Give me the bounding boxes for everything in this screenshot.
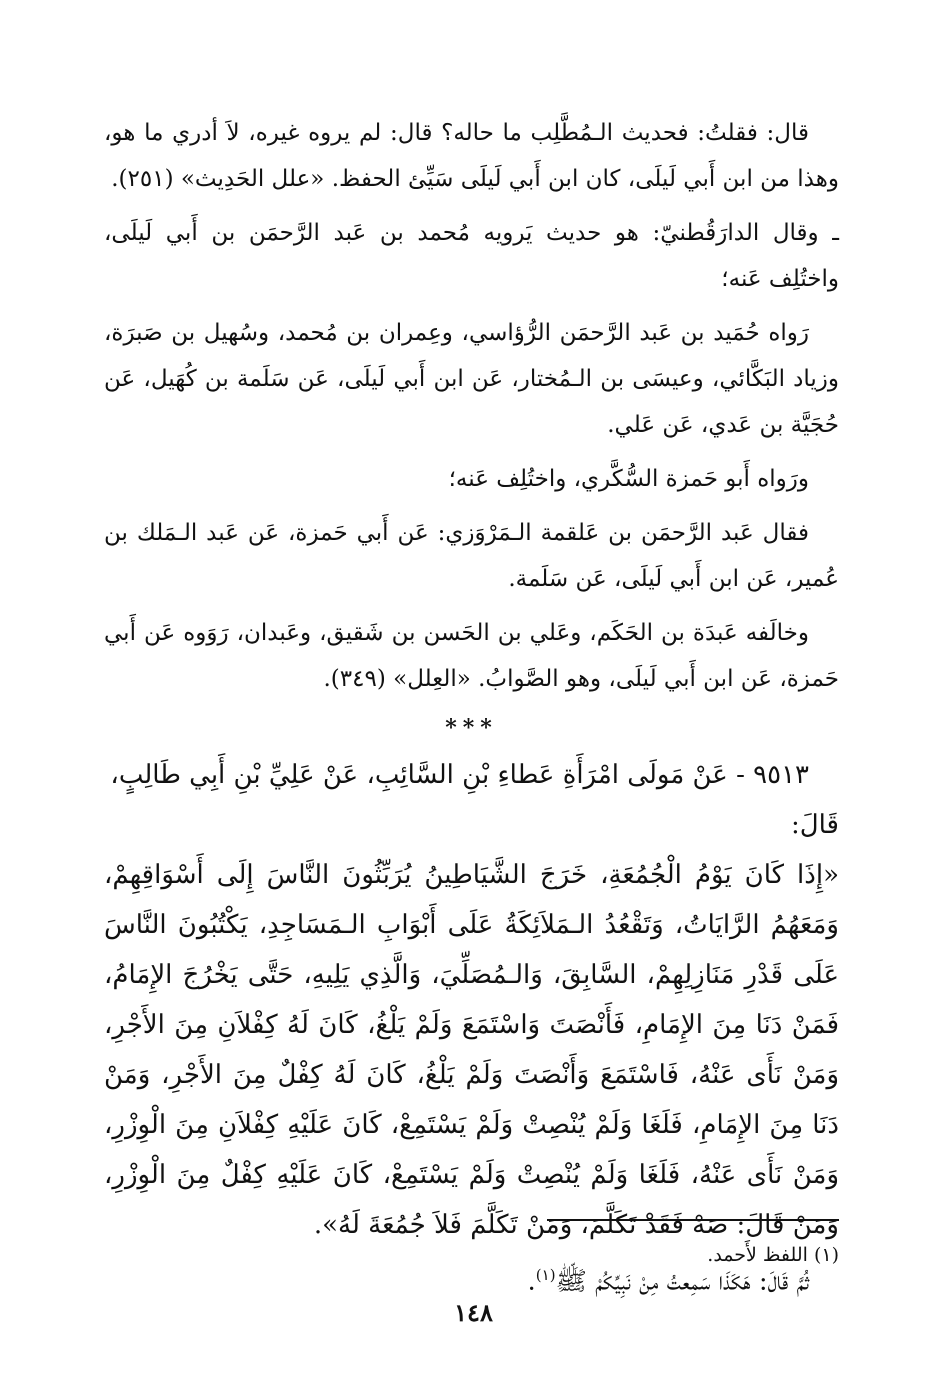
commentary-paragraph: فقال عَبد الرَّحمَن بن عَلقمة الـمَرْوَزي: عَن أَبي حَمزة، عَن عَبد الـمَلك بن عُمير، عَن ابن أَبي لَيلَى، عَن سَلَمة. [104,520,839,592]
hadith-heading [104,750,839,850]
commentary-paragraph: رَواه حُمَيد بن عَبد الرَّحمَن الرُّؤاسي، وعِمران بن مُحمد، وسُهيل بن صَبرَة، وزياد البَكَّائي، وعيسَى بن الـمُختار، عَن ابن أَبي لَيلَى، عَن سَلَمة بن كُهَيل، عَن حُجَيَّة بن عَدي، عَن عَلي. [104,320,839,438]
hadith-isnad: - عَنْ مَولَى امْرَأَةِ عَطاءِ بْنِ السَّائِبِ، عَنْ عَلِيِّ بْنِ أَبِي طَالِبٍ، قَالَ: [110,760,839,840]
commentary-paragraph: ورَواه أَبو حَمزة السُّكَّري، واختُلِف عَنه؛ [448,466,809,492]
commentary-paragraph: ـ وقال الدارَقُطنيّ: هو حديث يَرويه مُحمد بن عَبد الرَّحمَن بن أَبي لَيلَى، واختُلِف عَنه؛ [104,220,839,292]
page-body [104,110,839,1307]
footnote-divider [547,1219,839,1221]
section-separator: *** [445,715,498,741]
hadith-number: ٩٥١٣ [753,760,809,790]
hadith-closing-text: ثُمَّ قَالَ: هَكَذَا سَمِعتُ مِنْ نَبِيِّكُمْ ﷺ [555,1266,809,1297]
footnote: (١) اللفظ لأَحمد. [707,1244,839,1266]
hadith-matn: «إِذَا كَانَ يَوْمُ الْجُمُعَةِ، خَرَجَ الشَّيَاطِينُ يُرَبِّثُونَ النَّاسَ إِلَى أَسْوَاقِهِمْ، وَمَعَهُمُ الرَّايَاتُ، وَتَقْعُدُ الـمَلاَئِكَةُ عَلَى أَبْوَابِ الـمَسَاجِدِ، يَكْتُبُونَ النَّاسَ عَلَى قَدْرِ مَنَازِلِهِمْ، السَّابِقَ، وَالـمُصَلِّيَ، وَالَّذِي يَلِيهِ، حَتَّى يَخْرُجَ الإِمَامُ، فَمَنْ دَنَا مِنَ الإِمَامِ، فَأَنْصَتَ وَاسْتَمَعَ وَلَمْ يَلْغُ، كَانَ لَهُ كِفْلاَنِ مِنَ الأَجْرِ، وَمَنْ نَأَى عَنْهُ، فَاسْتَمَعَ وَأَنْصَتَ وَلَمْ يَلْغُ، كَانَ لَهُ كِفْلٌ مِنَ الأَجْرِ، وَمَنْ دَنَا مِنَ الإِمَامِ، فَلَغَا وَلَمْ يُنْصِتْ وَلَمْ يَسْتَمِعْ، كَانَ عَلَيْهِ كِفْلاَنِ مِنَ الْوِزْرِ، وَمَنْ نَأَى عَنْهُ، فَلَغَا وَلَمْ يُنْصِتْ وَلَمْ يَسْتَمِعْ، كَانَ عَلَيْهِ كِفْلٌ مِنَ الْوِزْرِ، وَمَنْ قَالَ: صَهْ فَقَدْ تَكَلَّمَ، وَمَنْ تَكَلَّمَ فَلاَ جُمُعَةَ لَهُ». [104,860,839,1240]
page-number: ١٤٨ [454,1298,493,1327]
commentary-paragraph: قال: فقلتُ: فحديث الـمُطَّلِب ما حاله؟ قال: لم يروه غيره، لاَ أدري ما هو، وهذا من ابن أَبي لَيلَى، كان ابن أَبي لَيلَى سَيِّئ الحفظ. «علل الحَدِيث» (٢٥١). [104,120,839,192]
footnote-reference[interactable]: (١) [535,1266,556,1284]
hadith-closing-end: . [527,1266,536,1297]
commentary-paragraph: وخالَفه عَبدَة بن الحَكَم، وعَلي بن الحَسن بن شَقيق، وعَبدان، رَوَوه عَن أَبي حَمزة، عَن ابن أَبي لَيلَى، وهو الصَّوابُ. «العِلل» (٣٤٩). [104,620,839,692]
